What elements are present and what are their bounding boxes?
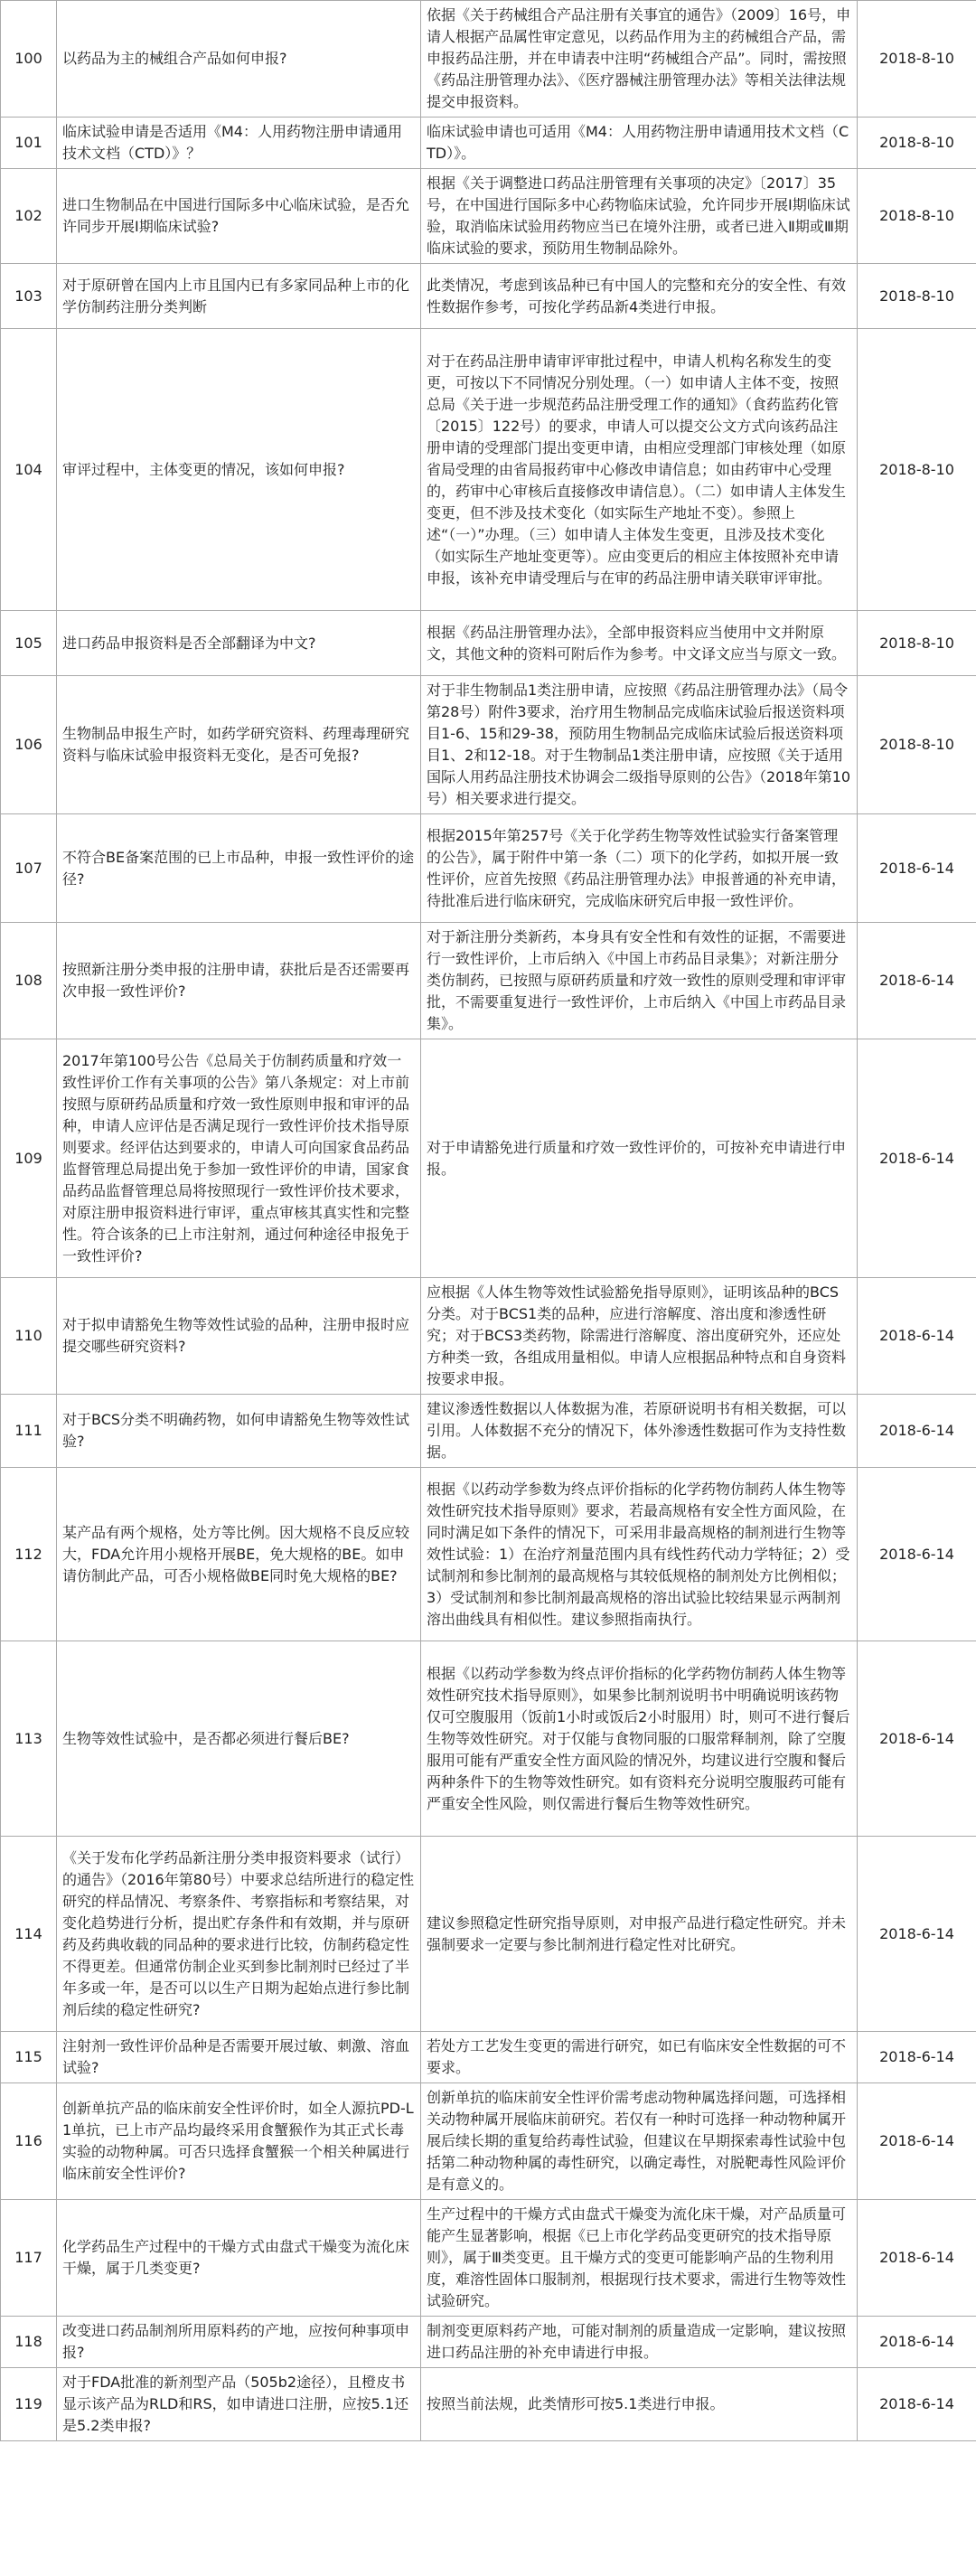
answer-cell: 根据《以药动学参数为终点评价指标的化学药物仿制药人体生物等效性研究技术指导原则》，如果参比制剂说明书中明确说明该药物仅可空腹服用（饭前1小时或饭后2小时服用）时，则可不进行餐后生物等效性研究。对于仅能与食物同服的口服常释制剂，除了空腹服用可能有严重安全性方面风险的情况外，均建议进行空腹和餐后两种条件下的生物等效性研究。如有资料充分说明空腹服药可能有严重安全性风险，则仅需进行餐后生物等效性研究。 [421, 1641, 858, 1837]
question-cell: 《关于发布化学药品新注册分类申报资料要求（试行）的通告》（2016年第80号）中要求总结所进行的稳定性研究的样品情况、考察条件、考察指标和考察结果，对变化趋势进行分析，提出贮存条件和有效期，并与原研药及药典收载的同品种的要求进行比较，仿制药稳定性不得更差。但通常仿制企业买到参比制剂时已经过了半年多或一年，是否可以以生产日期为起始点进行参比制剂后续的稳定性研究? [57, 1837, 421, 2032]
answer-cell: 按照当前法规，此类情形可按5.1类进行申报。 [421, 2368, 858, 2441]
question-cell: 创新单抗产品的临床前安全性评价时，如全人源抗PD-L1单抗，已上市产品均最终采用食蟹猴作为其正式长毒实验的动物种属。可否只选择食蟹猴一个相关种属进行临床前安全性评价? [57, 2083, 421, 2200]
table-row [1, 2200, 976, 2317]
date-cell: 2018-6-14 [858, 1468, 976, 1641]
row-number: 102 [1, 169, 57, 264]
question-cell: 化学药品生产过程中的干燥方式由盘式干燥变为流化床干燥，属于几类变更? [57, 2200, 421, 2317]
answer-cell: 此类情况，考虑到该品种已有中国人的完整和充分的安全性、有效性数据作参考，可按化学药品新4类进行申报。 [421, 264, 858, 329]
question-cell: 对于拟申请豁免生物等效性试验的品种，注册申报时应提交哪些研究资料? [57, 1278, 421, 1395]
row-number: 111 [1, 1395, 57, 1468]
row-number: 110 [1, 1278, 57, 1395]
question-cell: 临床试验申请是否适用《M4：人用药物注册申请通用技术文档（CTD）》？ [57, 118, 421, 169]
date-cell: 2018-6-14 [858, 2368, 976, 2441]
row-number: 116 [1, 2083, 57, 2200]
table-row [1, 118, 976, 169]
date-cell: 2018-8-10 [858, 264, 976, 329]
row-number: 106 [1, 676, 57, 814]
row-number: 114 [1, 1837, 57, 2032]
question-cell: 对于原研曾在国内上市且国内已有多家同品种上市的化学仿制药注册分类判断 [57, 264, 421, 329]
table-row [1, 814, 976, 923]
table-row [1, 1, 976, 118]
table-row [1, 1278, 976, 1395]
table-row [1, 1641, 976, 1837]
table-row [1, 2317, 976, 2368]
table-row [1, 923, 976, 1039]
row-number: 115 [1, 2032, 57, 2083]
table-row [1, 1837, 976, 2032]
question-cell: 不符合BE备案范围的已上市品种，申报一致性评价的途径? [57, 814, 421, 923]
table-row [1, 2032, 976, 2083]
table-row [1, 169, 976, 264]
answer-cell: 对于申请豁免进行质量和疗效一致性评价的，可按补充申请进行申报。 [421, 1039, 858, 1278]
question-cell: 某产品有两个规格，处方等比例。因大规格不良反应较大，FDA允许用小规格开展BE，免大规格的BE。如申请仿制此产品，可否小规格做BE同时免大规格的BE? [57, 1468, 421, 1641]
table-row [1, 2368, 976, 2441]
date-cell: 2018-6-14 [858, 2083, 976, 2200]
row-number: 117 [1, 2200, 57, 2317]
answer-cell: 根据《关于调整进口药品注册管理有关事项的决定》〔2017〕35号，在中国进行国际多中心药物临床试验，允许同步开展Ⅰ期临床试验，取消临床试验用药物应当已在境外注册，或者已进入Ⅱ期或Ⅲ期临床试验的要求，预防用生物制品除外。 [421, 169, 858, 264]
answer-cell: 临床试验申请也可适用《M4：人用药物注册申请通用技术文档（CTD）》。 [421, 118, 858, 169]
row-number: 113 [1, 1641, 57, 1837]
answer-cell: 依据《关于药械组合产品注册有关事宜的通告》（2009〕16号，申请人根据产品属性审定意见，以药品作用为主的药械组合产品，需申报药品注册，并在申请表中注明“药械组合产品”。同时，需按照《药品注册管理办法》、《医疗器械注册管理办法》等相关法律法规提交申报资料。 [421, 1, 858, 118]
answer-cell: 根据《以药动学参数为终点评价指标的化学药物仿制药人体生物等效性研究技术指导原则》要求，若最高规格有安全性方面风险，在同时满足如下条件的情况下，可采用非最高规格的制剂进行生物等效性试验：1）在治疗剂量范围内具有线性药代动力学特征；2）受试制剂和参比制剂的最高规格与其较低规格的制剂处方比例相似；3）受试制剂和参比制剂最高规格的溶出试验比较结果显示两制剂溶出曲线具有相似性。建议参照指南执行。 [421, 1468, 858, 1641]
answer-cell: 创新单抗的临床前安全性评价需考虑动物种属选择问题，可选择相关动物种属开展临床前研究。若仅有一种时可选择一种动物种属开展后续长期的重复给药毒性试验，但建议在早期探索毒性试验中包括第二种动物种属的毒性研究，以确定毒性，对脱靶毒性风险评价是有意义的。 [421, 2083, 858, 2200]
answer-cell: 对于新注册分类新药，本身具有安全性和有效性的证据，不需要进行一致性评价，上市后纳入《中国上市药品目录集》；对新注册分类仿制药，已按照与原研药质量和疗效一致性的原则受理和审评审批，不需要重复进行一致性评价，上市后纳入《中国上市药品目录集》。 [421, 923, 858, 1039]
date-cell: 2018-8-10 [858, 676, 976, 814]
table-row [1, 676, 976, 814]
answer-cell: 对于在药品注册申请审评审批过程中，申请人机构名称发生的变更，可按以下不同情况分别处理。（一）如申请人主体不变，按照总局《关于进一步规范药品注册受理工作的通知》（食药监药化管〔2015〕122号）的要求，申请人可以提交公文方式向该药品注册申请的受理部门提出变更申请，由相应受理部门审核处理（如原省局受理的由省局报药审中心修改申请信息；如由药审中心受理的，药审中心审核后直接修改申请信息）。（二）如申请人主体发生变更，但不涉及技术变化（如实际生产地址不变）。参照上述“（一）”办理。（三）如申请人主体发生变更，且涉及技术变化（如实际生产地址变更等）。应由变更后的相应主体按照补充申请申报，该补充申请受理后与在审的药品注册申请关联审评审批。 [421, 329, 858, 611]
question-cell: 改变进口药品制剂所用原料药的产地，应按何种事项申报? [57, 2317, 421, 2368]
date-cell: 2018-6-14 [858, 1641, 976, 1837]
question-cell: 按照新注册分类申报的注册申请，获批后是否还需要再次申报一致性评价? [57, 923, 421, 1039]
answer-cell: 应根据《人体生物等效性试验豁免指导原则》，证明该品种的BCS分类。对于BCS1类的品种，应进行溶解度、溶出度和渗透性研究；对于BCS3类药物，除需进行溶解度、溶出度研究外，还应处方种类一致，各组成用量相似。申请人应根据品种特点和自身资料按要求申报。 [421, 1278, 858, 1395]
row-number: 105 [1, 611, 57, 676]
row-number: 107 [1, 814, 57, 923]
question-cell: 对于BCS分类不明确药物，如何申请豁免生物等效性试验? [57, 1395, 421, 1468]
date-cell: 2018-6-14 [858, 1837, 976, 2032]
table-row [1, 264, 976, 329]
question-cell: 进口生物制品在中国进行国际多中心临床试验，是否允许同步开展Ⅰ期临床试验? [57, 169, 421, 264]
row-number: 103 [1, 264, 57, 329]
question-cell: 审评过程中，主体变更的情况，该如何申报? [57, 329, 421, 611]
answer-cell: 根据2015年第257号《关于化学药生物等效性试验实行备案管理的公告》，属于附件中第一条（二）项下的化学药，如拟开展一致性评价，应首先按照《药品注册管理办法》申报普通的补充申请，待批准后进行临床研究，完成临床研究后申报一致性评价。 [421, 814, 858, 923]
row-number: 108 [1, 923, 57, 1039]
row-number: 109 [1, 1039, 57, 1278]
date-cell: 2018-6-14 [858, 923, 976, 1039]
answer-cell: 建议渗透性数据以人体数据为准，若原研说明书有相关数据，可以引用。人体数据不充分的情况下，体外渗透性数据可作为支持性数据。 [421, 1395, 858, 1468]
row-number: 119 [1, 2368, 57, 2441]
question-cell: 生物制品申报生产时，如药学研究资料、药理毒理研究资料与临床试验申报资料无变化，是否可免报? [57, 676, 421, 814]
answer-cell: 制剂变更原料药产地，可能对制剂的质量造成一定影响，建议按照进口药品注册的补充申请进行申报。 [421, 2317, 858, 2368]
table-row [1, 2083, 976, 2200]
date-cell: 2018-6-14 [858, 1395, 976, 1468]
date-cell: 2018-6-14 [858, 814, 976, 923]
row-number: 100 [1, 1, 57, 118]
table-row [1, 1468, 976, 1641]
table-row [1, 611, 976, 676]
date-cell: 2018-8-10 [858, 118, 976, 169]
question-cell: 以药品为主的械组合产品如何申报? [57, 1, 421, 118]
date-cell: 2018-6-14 [858, 2032, 976, 2083]
date-cell: 2018-8-10 [858, 611, 976, 676]
question-cell: 进口药品申报资料是否全部翻译为中文? [57, 611, 421, 676]
answer-cell: 对于非生物制品1类注册申请，应按照《药品注册管理办法》（局令第28号）附件3要求，治疗用生物制品完成临床试验后报送资料项目1-6、15和29-38，预防用生物制品完成临床试验后报送资料项目1、2和12-18。对于生物制品1类注册申请，应按照《关于适用国际人用药品注册技术协调会二级指导原则的公告》（2018年第10号）相关要求进行提交。 [421, 676, 858, 814]
answer-cell: 若处方工艺发生变更的需进行研究，如已有临床安全性数据的可不要求。 [421, 2032, 858, 2083]
date-cell: 2018-8-10 [858, 169, 976, 264]
table-row [1, 1395, 976, 1468]
qa-table-body [1, 1, 976, 2441]
answer-cell: 生产过程中的干燥方式由盘式干燥变为流化床干燥，对产品质量可能产生显著影响，根据《已上市化学药品变更研究的技术指导原则》，属于Ⅲ类变更。且干燥方式的变更可能影响产品的生物利用度，难溶性固体口服制剂，根据现行技术要求，需进行生物等效性试验研究。 [421, 2200, 858, 2317]
question-cell: 生物等效性试验中，是否都必须进行餐后BE? [57, 1641, 421, 1837]
answer-cell: 建议参照稳定性研究指导原则，对申报产品进行稳定性研究。并未强制要求一定要与参比制剂进行稳定性对比研究。 [421, 1837, 858, 2032]
question-cell: 2017年第100号公告《总局关于仿制药质量和疗效一致性评价工作有关事项的公告》第八条规定：对上市前按照与原研药品质量和疗效一致性原则申报和审评的品种，申请人应评估是否满足现行一致性评价技术指导原则要求。经评估达到要求的，申请人可向国家食品药品监督管理总局提出免于参加一致性评价的申请，国家食品药品监督管理总局将按照现行一致性评价技术要求，对原注册申报资料进行审评，重点审核其真实性和完整性。符合该条的已上市注射剂，通过何种途径申报免于一致性评价? [57, 1039, 421, 1278]
table-row [1, 329, 976, 611]
row-number: 104 [1, 329, 57, 611]
question-cell: 对于FDA批准的新剂型产品（505b2途径），且橙皮书显示该产品为RLD和RS，如申请进口注册，应按5.1还是5.2类申报? [57, 2368, 421, 2441]
row-number: 101 [1, 118, 57, 169]
answer-cell: 根据《药品注册管理办法》，全部申报资料应当使用中文并附原文，其他文种的资料可附后作为参考。中文译文应当与原文一致。 [421, 611, 858, 676]
table-row [1, 1039, 976, 1278]
date-cell: 2018-6-14 [858, 1039, 976, 1278]
row-number: 118 [1, 2317, 57, 2368]
date-cell: 2018-6-14 [858, 1278, 976, 1395]
row-number: 112 [1, 1468, 57, 1641]
date-cell: 2018-6-14 [858, 2200, 976, 2317]
date-cell: 2018-8-10 [858, 329, 976, 611]
date-cell: 2018-6-14 [858, 2317, 976, 2368]
date-cell: 2018-8-10 [858, 1, 976, 118]
question-cell: 注射剂一致性评价品种是否需要开展过敏、刺激、溶血试验? [57, 2032, 421, 2083]
